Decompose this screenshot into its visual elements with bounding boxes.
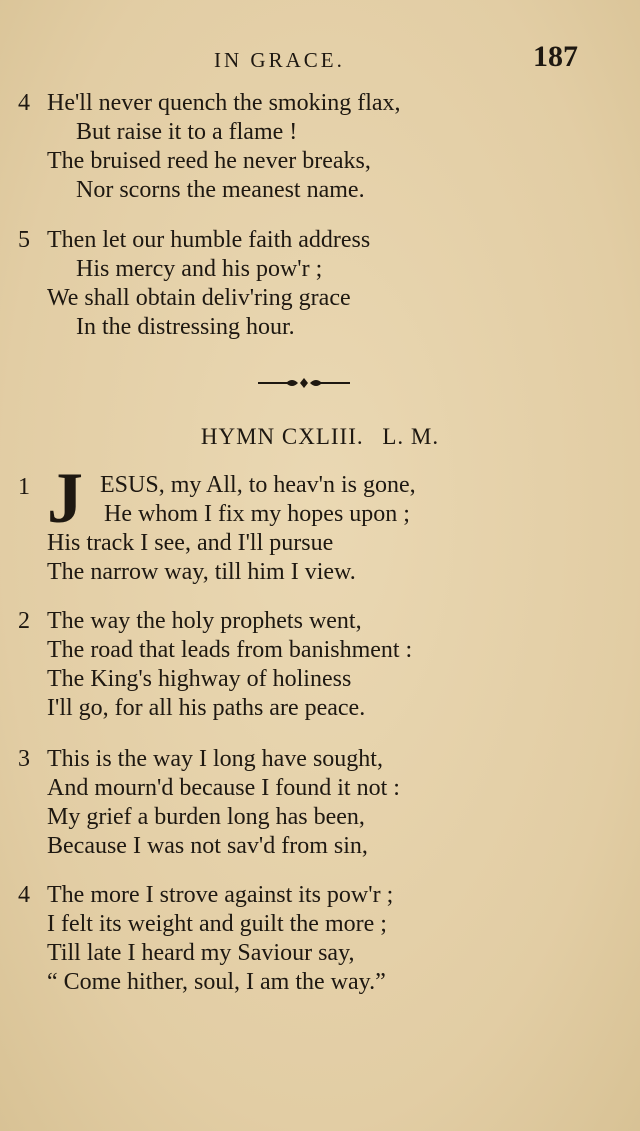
verse-line: He whom I fix my hopes upon ; [104,501,410,527]
verse-line: The more I strove against its pow'r ; [47,882,394,908]
verse-line: The way the holy prophets went, [47,608,362,634]
stanza-number: 2 [18,608,30,634]
verse-line: The road that leads from banishment : [47,637,413,663]
verse-line: Till late I heard my Saviour say, [47,940,355,966]
page-header [0,40,640,84]
verse-line: We shall obtain deliv'ring grace [47,285,351,311]
drop-cap: J [47,458,83,538]
hymn-title [0,424,640,450]
verse-line: This is the way I long have sought, [47,746,383,772]
verse-line: The King's highway of holiness [47,666,352,692]
stanza-number: 1 [18,474,30,500]
verse-line: His mercy and his pow'r ; [76,256,323,282]
verse-line: Then let our humble faith address [47,227,371,253]
verse-line: And mourn'd because I found it not : [47,775,400,801]
verse-line: He'll never quench the smoking flax, [47,90,401,116]
verse-line: I felt its weight and guilt the more ; [47,911,387,937]
verse-line: Because I was not sav'd from sin, [47,833,368,859]
verse-line: Nor scorns the meanest name. [76,177,365,203]
ornament-divider-icon [256,374,352,392]
hymn-number: HYMN CXLIII. [200,424,364,449]
verse-line: In the distressing hour. [76,314,295,340]
running-title: IN GRACE. [214,48,345,72]
hymn-meter: L. M. [382,424,440,449]
verse-line: I'll go, for all his paths are peace. [47,695,366,721]
stanza-number: 4 [18,882,30,908]
stanza-number: 3 [18,746,30,772]
verse-line: The narrow way, till him I view. [47,559,356,585]
stanza-number: 4 [18,90,30,116]
verse-line: ESUS, my All, to heav'n is gone, [100,472,416,498]
verse-line: My grief a burden long has been, [47,804,365,830]
stanza-number: 5 [18,227,30,253]
verse-line: “ Come hither, soul, I am the way.” [47,969,386,995]
verse-line: His track I see, and I'll pursue [47,530,334,556]
verse-line: The bruised reed he never breaks, [47,148,371,174]
verse-line: But raise it to a flame ! [76,119,298,145]
page-number: 187 [533,40,578,73]
